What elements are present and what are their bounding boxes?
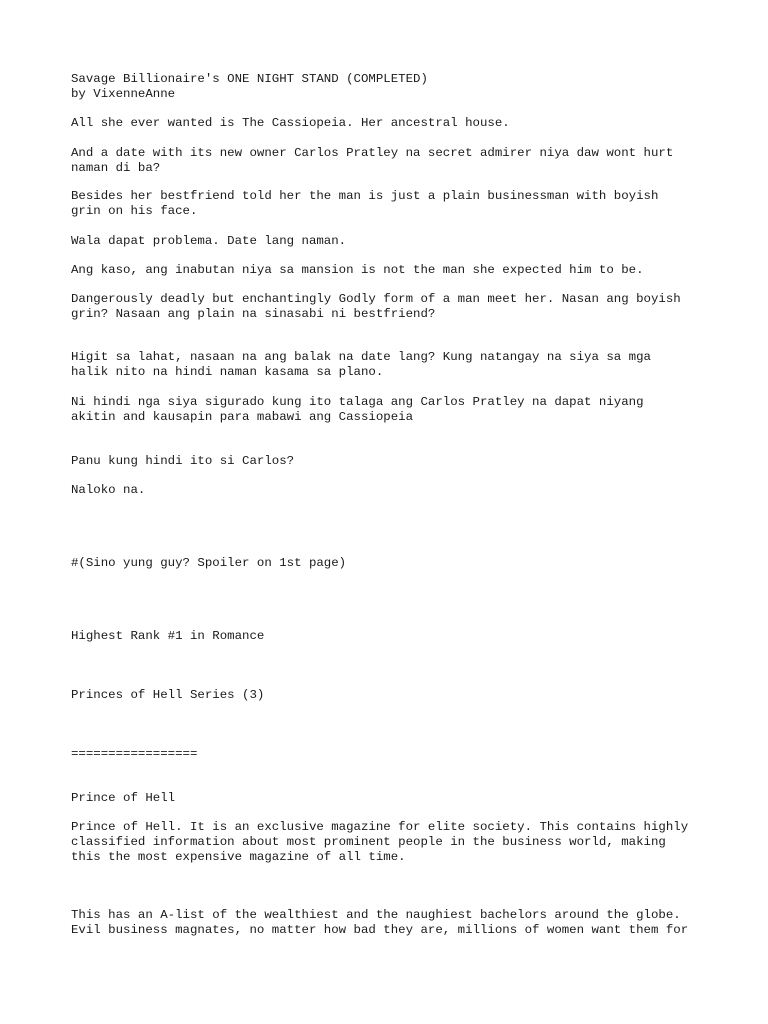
- document-title: Savage Billionaire's ONE NIGHT STAND (COMPLETED): [71, 72, 428, 86]
- text-line: Highest Rank #1 in Romance: [71, 629, 265, 643]
- text-line: Naloko na.: [71, 483, 146, 497]
- text-line: Dangerously deadly but enchantingly Godly form of a man meet her. Nasan ang boyish: [71, 292, 681, 306]
- text-line: halik nito na hindi naman kasama sa plano.: [71, 365, 384, 379]
- text-line: Evil business magnates, no matter how bad they are, millions of women want them for: [71, 923, 689, 937]
- text-line: classified information about most prominent people in the business world, making: [71, 835, 666, 849]
- text-line: And a date with its new owner Carlos Pratley na secret admirer niya daw wont hurt: [71, 146, 674, 160]
- text-line: Panu kung hindi ito si Carlos?: [71, 454, 295, 468]
- section-heading: Prince of Hell: [71, 791, 176, 805]
- document-author: by VixenneAnne: [71, 87, 176, 101]
- text-line: akitin and kausapin para mabawi ang Cassiopeia: [71, 410, 414, 424]
- text-line: Besides her bestfriend told her the man is just a plain businessman with boyish: [71, 189, 659, 203]
- text-line: Higit sa lahat, nasaan na ang balak na date lang? Kung natangay na siya sa mga: [71, 350, 651, 364]
- text-line: grin on his face.: [71, 204, 198, 218]
- text-line: Prince of Hell. It is an exclusive magazine for elite society. This contains highly: [71, 820, 689, 834]
- text-line: #(Sino yung guy? Spoiler on 1st page): [71, 556, 347, 570]
- text-line: This has an A-list of the wealthiest and the naughiest bachelors around the globe.: [71, 908, 681, 922]
- text-line: Ni hindi nga siya sigurado kung ito talaga ang Carlos Pratley na dapat niyang: [71, 395, 644, 409]
- text-line: All she ever wanted is The Cassiopeia. Her ancestral house.: [71, 116, 510, 130]
- text-line: grin? Nasaan ang plain na sinasabi ni bestfriend?: [71, 307, 436, 321]
- section-divider: =================: [71, 747, 198, 761]
- text-line: Princes of Hell Series (3): [71, 688, 265, 702]
- text-line: this the most expensive magazine of all time.: [71, 850, 406, 864]
- text-line: naman di ba?: [71, 161, 161, 175]
- text-line: Wala dapat problema. Date lang naman.: [71, 234, 347, 248]
- text-line: Ang kaso, ang inabutan niya sa mansion is not the man she expected him to be.: [71, 263, 644, 277]
